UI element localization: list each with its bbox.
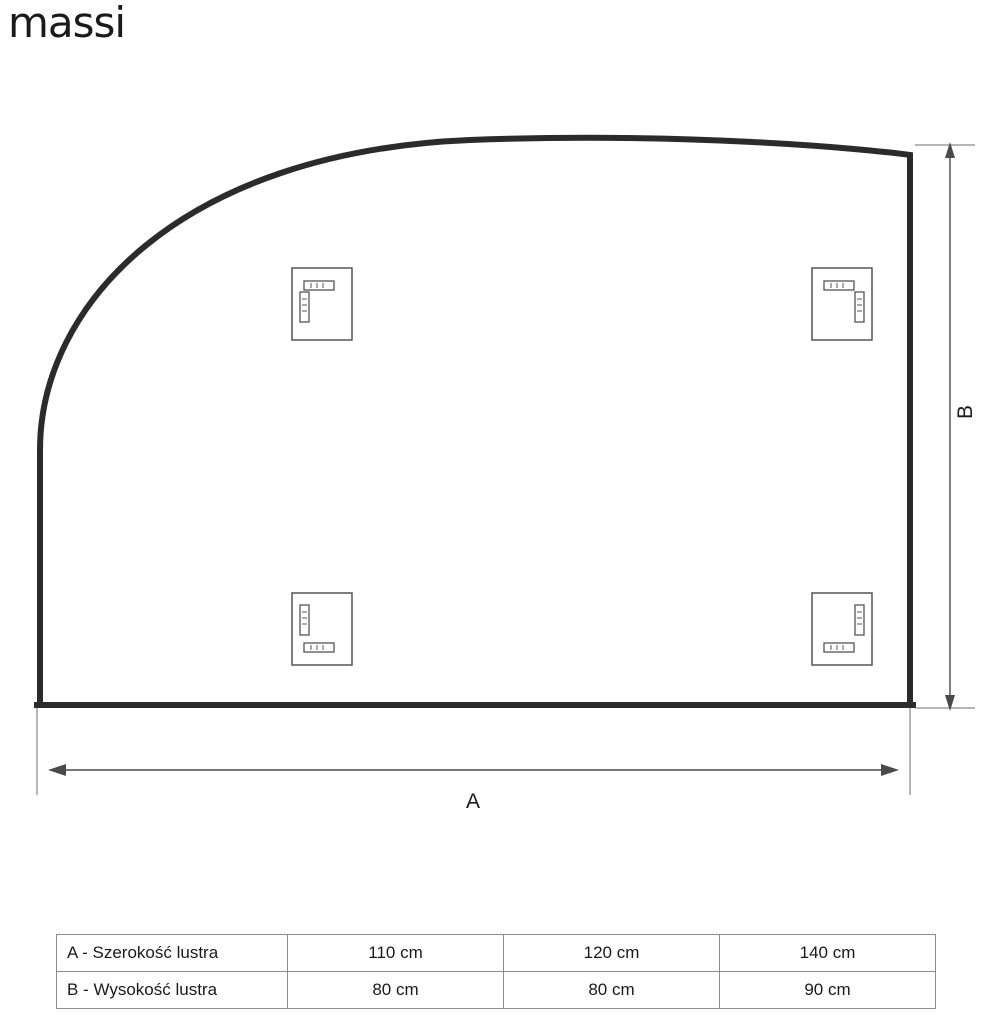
mounting-clip-bottom-left	[292, 593, 352, 665]
spec-cell-value: 80 cm	[504, 972, 720, 1009]
spec-cell-value: 120 cm	[504, 935, 720, 972]
brand-logo: massi	[8, 0, 126, 47]
dimension-arrow-height	[945, 142, 955, 711]
spec-cell-value: 110 cm	[288, 935, 504, 972]
mounting-clip-bottom-right	[812, 593, 872, 665]
spec-cell-value: 140 cm	[720, 935, 936, 972]
table-row	[57, 972, 936, 1009]
dimension-label-width: A	[465, 790, 481, 813]
spec-row-label: A - Szerokość lustra	[57, 935, 288, 972]
mirror-fill	[40, 138, 910, 705]
table-row	[57, 935, 936, 972]
mounting-clip-top-left	[292, 268, 352, 340]
spec-cell-value: 80 cm	[288, 972, 504, 1009]
specification-table	[56, 934, 936, 1009]
mirror-technical-drawing	[0, 60, 987, 850]
spec-row-label: B - Wysokość lustra	[57, 972, 288, 1009]
dimension-arrow-width	[48, 764, 899, 776]
spec-cell-value: 90 cm	[720, 972, 936, 1009]
mounting-clip-top-right	[812, 268, 872, 340]
dimension-label-height: B	[954, 404, 977, 420]
